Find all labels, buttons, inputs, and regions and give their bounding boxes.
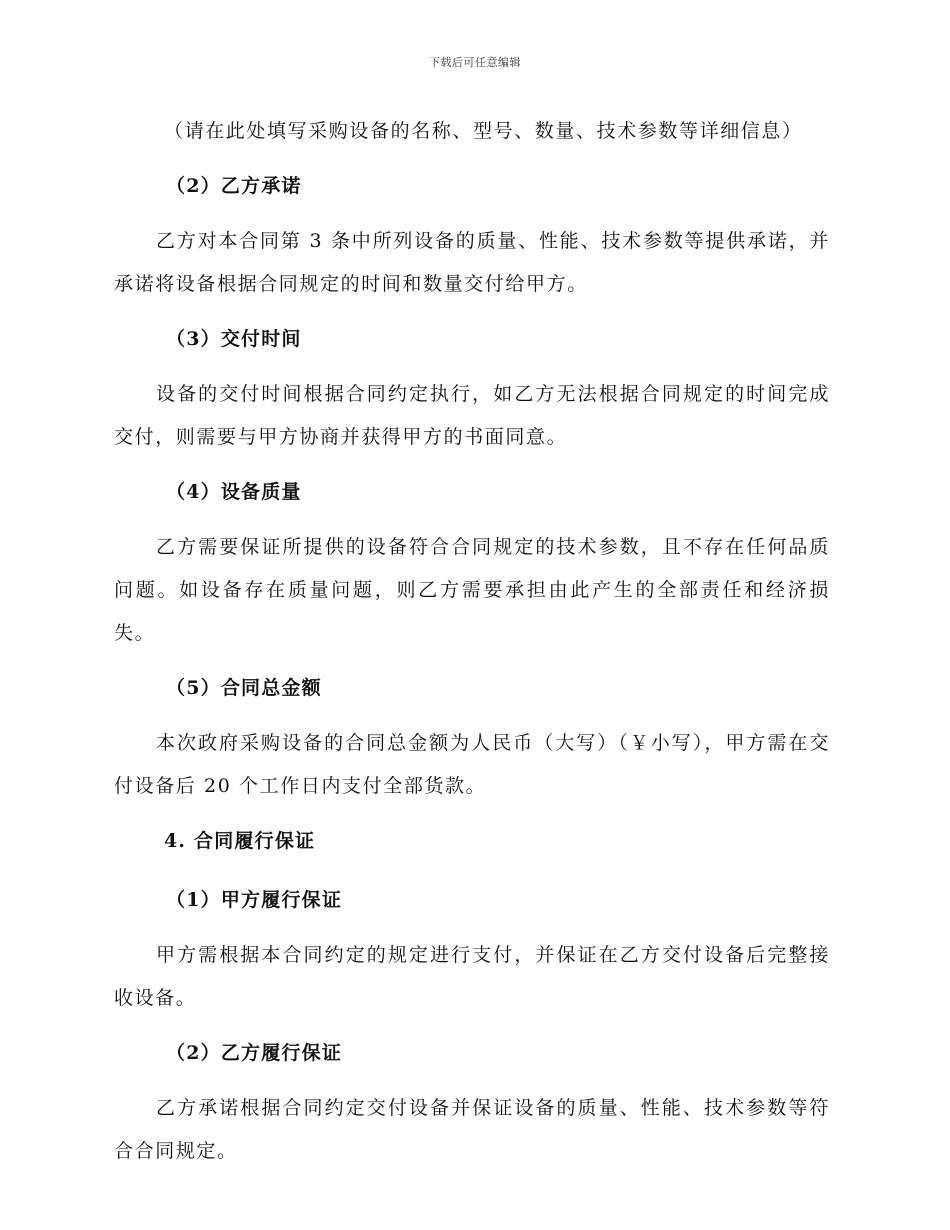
section-text-party-b-commitment: 乙方对本合同第 3 条中所列设备的质量、性能、技术参数等提供承诺，并承诺将设备根据合同规定的时间和数量交付给甲方。 xyxy=(114,230,830,295)
section-text-party-a-guarantee: 甲方需根据本合同约定的规定进行支付，并保证在乙方交付设备后完整接收设备。 xyxy=(114,944,830,1009)
section-title-party-b-guarantee: （2）乙方履行保证 xyxy=(166,1042,343,1064)
section-text-total-amount: 本次政府采购设备的合同总金额为人民币（大写）（￥小写），甲方需在交付设备后 20 个工作日内支付全部货款。 xyxy=(114,732,830,797)
page-header: 下载后可任意编辑 xyxy=(429,56,521,69)
section-title-party-a-guarantee: （1）甲方履行保证 xyxy=(166,889,343,911)
fill-in-note: （请在此处填写采购设备的名称、型号、数量、技术参数等详细信息） xyxy=(164,120,803,142)
section-title-party-b-commitment: （2）乙方承诺 xyxy=(166,175,302,197)
section-title-total-amount: （5）合同总金额 xyxy=(166,677,322,699)
document-body xyxy=(114,110,830,1173)
section-title-delivery-time: （3）交付时间 xyxy=(166,328,302,350)
section-text-delivery-time: 设备的交付时间根据合同约定执行，如乙方无法根据合同规定的时间完成交付，则需要与甲方协商并获得甲方的书面同意。 xyxy=(114,383,830,448)
section-text-equipment-quality: 乙方需要保证所提供的设备符合合同规定的技术参数，且不存在任何品质问题。如设备存在质量问题，则乙方需要承担由此产生的全部责任和经济损失。 xyxy=(114,536,830,644)
chapter-title-performance-guarantee: 4. 合同履行保证 xyxy=(164,830,316,852)
section-text-party-b-guarantee: 乙方承诺根据合同约定交付设备并保证设备的质量、性能、技术参数等符合合同规定。 xyxy=(114,1097,830,1162)
section-title-equipment-quality: （4）设备质量 xyxy=(166,481,302,503)
